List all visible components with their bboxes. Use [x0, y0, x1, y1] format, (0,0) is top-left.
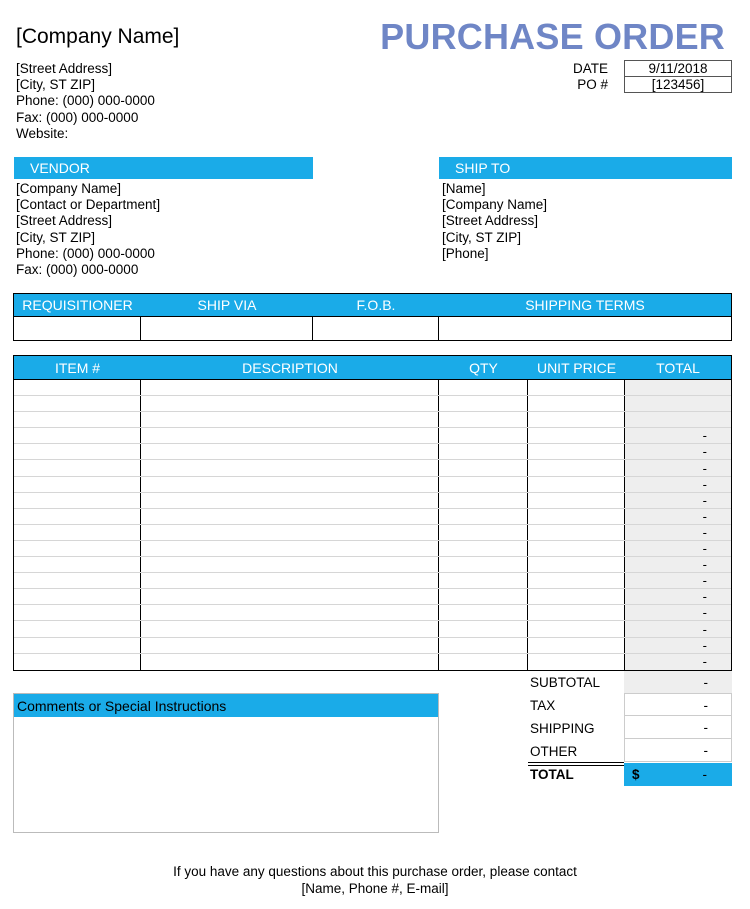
table-row [14, 605, 731, 621]
line-total-cell: - [702, 444, 707, 460]
description-cell[interactable] [141, 396, 438, 411]
item-number-cell[interactable] [14, 444, 140, 459]
total-rule-bottom [528, 765, 624, 766]
address-line: Website: [16, 125, 69, 141]
unit-price-cell[interactable] [528, 525, 624, 540]
shipping-label: SHIPPING [530, 721, 595, 736]
tax-field[interactable] [624, 693, 732, 716]
item-number-cell[interactable] [14, 493, 140, 508]
vendor-line: [Street Address] [16, 213, 113, 229]
description-cell[interactable] [141, 622, 438, 637]
col-total: TOTAL [656, 360, 700, 376]
qty-cell[interactable] [439, 605, 527, 620]
item-number-cell[interactable] [14, 589, 140, 604]
vendor-header [14, 157, 313, 179]
comments-box [13, 693, 439, 833]
items-table [13, 355, 732, 671]
qty-cell[interactable] [439, 557, 527, 572]
qty-cell[interactable] [439, 444, 527, 459]
table-row [14, 654, 731, 670]
qty-cell[interactable] [439, 573, 527, 588]
subtotal-cell [624, 671, 732, 693]
description-cell[interactable] [141, 654, 438, 670]
unit-price-cell[interactable] [528, 509, 624, 524]
line-total-cell: - [702, 508, 707, 524]
table-row [14, 622, 731, 638]
vendor-line: Fax: (000) 000-0000 [16, 262, 139, 278]
col-qty: QTY [469, 360, 498, 376]
col-unit-price: UNIT PRICE [536, 360, 617, 376]
description-cell[interactable] [141, 477, 438, 492]
table-row [14, 638, 731, 654]
table-row [14, 412, 731, 428]
qty-cell[interactable] [439, 525, 527, 540]
col-fob: F.O.B. [356, 297, 396, 313]
item-number-cell[interactable] [14, 525, 140, 540]
qty-cell[interactable] [439, 461, 527, 476]
ship-to-line: [Name] [442, 181, 486, 196]
col-item-number: ITEM # [54, 360, 101, 376]
description-cell[interactable] [141, 493, 438, 508]
qty-cell[interactable] [439, 412, 527, 427]
item-number-cell[interactable] [14, 654, 140, 670]
comments-header [14, 694, 438, 717]
ship-to-line: [Street Address] [442, 213, 539, 229]
requisitioner-field[interactable] [15, 317, 139, 339]
table-row [14, 541, 731, 557]
item-number-cell[interactable] [14, 638, 140, 653]
company-name: [Company Name] [16, 25, 180, 48]
description-cell[interactable] [141, 605, 438, 620]
qty-cell[interactable] [439, 428, 527, 443]
ship-to-line: [Company Name] [442, 197, 548, 213]
fob-field[interactable] [314, 317, 437, 339]
item-number-cell[interactable] [14, 509, 140, 524]
unit-price-cell[interactable] [528, 605, 624, 620]
unit-price-cell[interactable] [528, 622, 624, 637]
footer-contact-line: If you have any questions about this purchase order, please contact [173, 864, 577, 879]
table-row [14, 493, 731, 509]
item-number-cell[interactable] [14, 477, 140, 492]
address-line: [City, ST ZIP] [16, 77, 96, 93]
vendor-line: [Company Name] [16, 181, 122, 196]
description-cell[interactable] [141, 461, 438, 476]
ship-to-header [439, 157, 732, 179]
table-row [14, 396, 731, 412]
qty-cell[interactable] [439, 541, 527, 556]
item-number-cell[interactable] [14, 412, 140, 427]
line-total-cell: - [702, 573, 707, 589]
line-total-cell: - [702, 492, 707, 508]
description-cell[interactable] [141, 525, 438, 540]
description-cell[interactable] [141, 380, 438, 395]
vendor-heading: VENDOR [30, 160, 90, 176]
total-cell [624, 763, 732, 786]
qty-cell[interactable] [439, 509, 527, 524]
unit-price-cell[interactable] [528, 589, 624, 604]
description-cell[interactable] [141, 589, 438, 604]
unit-price-cell[interactable] [528, 638, 624, 653]
description-cell[interactable] [141, 428, 438, 443]
table-row [14, 573, 731, 589]
qty-cell[interactable] [439, 622, 527, 637]
po-number-field[interactable]: [123456] [624, 76, 732, 93]
date-field[interactable]: 9/11/2018 [624, 60, 732, 77]
description-cell[interactable] [141, 412, 438, 427]
line-total-cell: - [702, 524, 707, 540]
line-total-cell: - [702, 428, 707, 444]
col-requisitioner: REQUISITIONER [22, 297, 133, 313]
line-total-cell: - [702, 557, 707, 573]
po-label: PO # [577, 77, 608, 92]
item-number-cell[interactable] [14, 461, 140, 476]
unit-price-cell[interactable] [528, 557, 624, 572]
line-total-cell: - [702, 476, 707, 492]
total-rule-top [528, 762, 624, 763]
table-row [14, 557, 731, 573]
qty-cell[interactable] [439, 477, 527, 492]
line-total-cell [625, 380, 731, 395]
other-label: OTHER [530, 744, 578, 759]
unit-price-cell[interactable] [528, 461, 624, 476]
ship-to-line: [Phone] [442, 245, 489, 261]
col-description: DESCRIPTION [242, 360, 338, 376]
line-total-cell: - [702, 653, 707, 669]
unit-price-cell[interactable] [528, 396, 624, 411]
other-field[interactable] [624, 739, 732, 762]
vendor-block [16, 181, 160, 278]
address-line: Fax: (000) 000-0000 [16, 109, 139, 125]
ship-to-heading: SHIP TO [455, 160, 511, 176]
line-total-cell: - [702, 541, 707, 556]
subtotal-value: - [703, 675, 708, 690]
item-number-cell[interactable] [14, 605, 140, 620]
total-value: - [702, 767, 707, 782]
date-label: DATE [572, 61, 608, 76]
unit-price-cell[interactable] [528, 477, 624, 492]
item-number-cell[interactable] [14, 622, 140, 637]
qty-cell[interactable] [439, 654, 527, 670]
vendor-line: [Contact or Department] [16, 197, 161, 213]
ship-via-field[interactable] [142, 317, 311, 339]
shipping-table [13, 293, 732, 341]
line-total-cell: - [702, 460, 707, 476]
tax-value: - [703, 698, 708, 713]
qty-cell[interactable] [439, 380, 527, 395]
tax-label: TAX [530, 698, 556, 713]
table-row [14, 509, 731, 525]
item-number-cell[interactable] [14, 573, 140, 588]
vendor-line: [City, ST ZIP] [16, 229, 96, 245]
table-row [14, 444, 731, 460]
item-number-cell[interactable] [14, 380, 140, 395]
table-row [14, 477, 731, 493]
unit-price-cell[interactable] [528, 444, 624, 459]
item-number-cell[interactable] [14, 396, 140, 411]
col-ship-via: SHIP VIA [197, 297, 257, 313]
subtotal-label: SUBTOTAL [530, 675, 601, 690]
item-number-cell[interactable] [14, 557, 140, 572]
description-cell[interactable] [141, 444, 438, 459]
line-total-cell [625, 412, 731, 427]
line-total-cell: - [702, 605, 707, 621]
vendor-line: Phone: (000) 000-0000 [16, 245, 155, 261]
item-number-cell[interactable] [14, 428, 140, 443]
unit-price-cell[interactable] [528, 541, 624, 556]
table-row [14, 428, 731, 444]
address-line: [Street Address] [16, 61, 113, 76]
line-total-cell: - [702, 637, 707, 653]
shipping-field[interactable] [624, 716, 732, 739]
qty-cell[interactable] [439, 493, 527, 508]
qty-cell[interactable] [439, 589, 527, 604]
line-total-cell: - [702, 589, 707, 605]
ship-to-line: [City, ST ZIP] [442, 229, 522, 245]
table-row [14, 461, 731, 477]
item-number-cell[interactable] [14, 541, 140, 556]
comments-heading: Comments or Special Instructions [17, 698, 227, 714]
unit-price-cell[interactable] [528, 428, 624, 443]
footer-contact-details: [Name, Phone #, E-mail] [301, 881, 449, 896]
comments-field[interactable] [15, 718, 437, 832]
other-value: - [703, 743, 708, 758]
unit-price-cell[interactable] [528, 654, 624, 670]
qty-cell[interactable] [439, 396, 527, 411]
table-row [14, 525, 731, 541]
description-cell[interactable] [141, 541, 438, 556]
total-currency: $ [632, 767, 640, 782]
shipping-value: - [703, 720, 708, 735]
document-title: PURCHASE ORDER [380, 16, 725, 57]
shipping-terms-field[interactable] [440, 317, 730, 339]
table-row [14, 380, 731, 396]
unit-price-cell[interactable] [528, 412, 624, 427]
description-cell[interactable] [141, 557, 438, 572]
description-cell[interactable] [141, 638, 438, 653]
company-address [16, 61, 155, 142]
line-total-cell [625, 396, 731, 411]
unit-price-cell[interactable] [528, 493, 624, 508]
total-label: TOTAL [530, 767, 574, 782]
description-cell[interactable] [141, 573, 438, 588]
line-total-cell: - [702, 621, 707, 637]
unit-price-cell[interactable] [528, 573, 624, 588]
col-shipping-terms: SHIPPING TERMS [525, 297, 645, 313]
qty-cell[interactable] [439, 638, 527, 653]
ship-to-block [442, 181, 547, 262]
unit-price-cell[interactable] [528, 380, 624, 395]
description-cell[interactable] [141, 509, 438, 524]
address-line: Phone: (000) 000-0000 [16, 93, 155, 109]
table-row [14, 589, 731, 605]
